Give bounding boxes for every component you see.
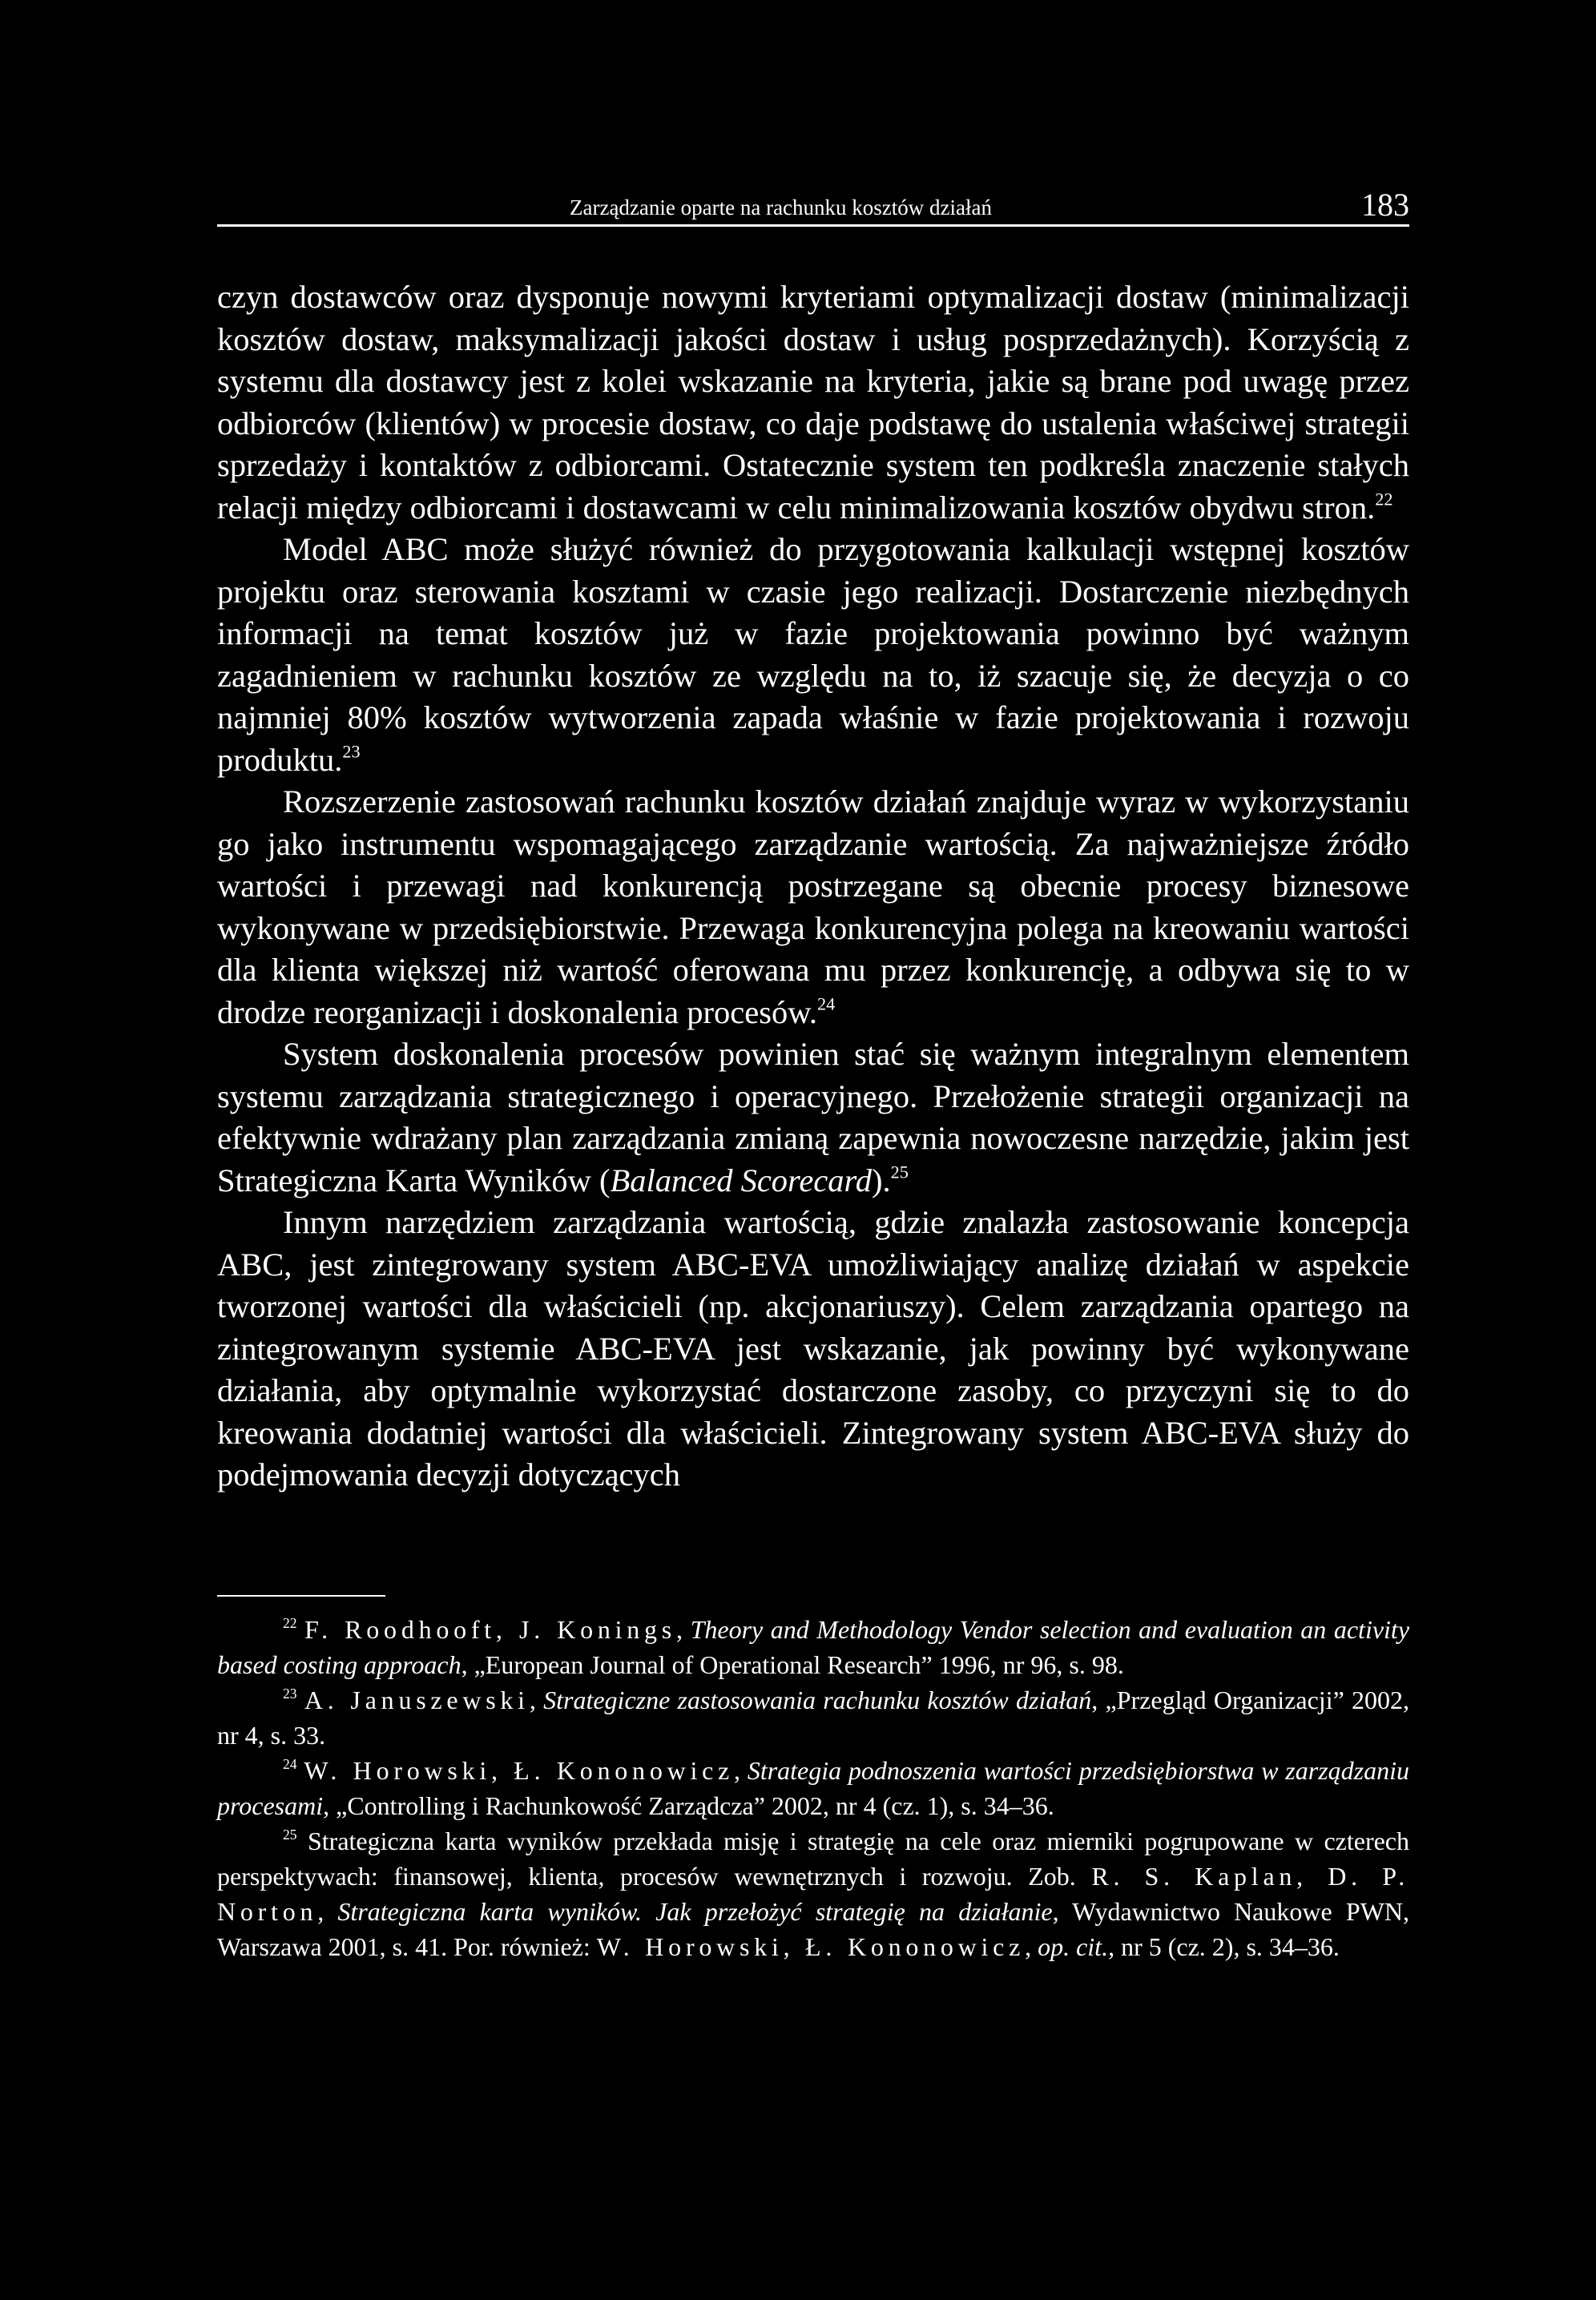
- running-title: Zarządzanie oparte na rachunku kosztów działań: [570, 195, 992, 220]
- footnote-source: , „European Journal of Operational Research” 1996, nr 96, s. 98.: [461, 1650, 1124, 1679]
- footnote-source: , nr 5 (cz. 2), s. 34–36.: [1108, 1932, 1340, 1961]
- header-rule: [217, 224, 1409, 227]
- footnote-title: op. cit.: [1038, 1932, 1109, 1961]
- paragraph-4-end: ).: [872, 1162, 891, 1198]
- footnote-text: , Wydawnictwo Naukowe PWN, Warszawa 2001, s. 41. Por. również:: [217, 1897, 1410, 1961]
- paragraph-5: [217, 1202, 1409, 1496]
- footnote-title: Strategiczna karta wyników. Jak przełożyć strategię na działanie: [337, 1897, 1053, 1926]
- paragraph-2: [217, 529, 1409, 781]
- footnote-ref-23[interactable]: 23: [342, 740, 361, 761]
- footnote-number: 23: [283, 1685, 297, 1702]
- footnote-author: A. Januszewski: [304, 1686, 530, 1714]
- footnote-ref-24[interactable]: 24: [816, 993, 836, 1013]
- footnote-author: F. Roodhooft, J. Konings: [304, 1615, 677, 1644]
- footnote-title: Strategia podnoszenia wartości przedsiębiorstwa w zarządzaniu procesami: [217, 1756, 1410, 1820]
- footnote-author: W. Horowski, Ł. Kononowicz: [304, 1756, 735, 1785]
- footnote-separator: ,: [676, 1615, 691, 1644]
- paragraph-3-text: Rozszerzenie zastosowań rachunku kosztów działań znajduje wyraz w wykorzystaniu go jako instrumentu wspomagającego zarządzanie wartością. Za najważniejsze źródło wartości i przewagi nad konkurencją postrzegane są obecnie procesy biznesowe wykonywane w przedsiębiorstwie. Przewaga konkurencyjna polega na kreowaniu wartości dla klienta większej niż wartość oferowana mu przez konkurencję, a odbywa się to w drodze reorganizacji i doskonalenia procesów.: [217, 783, 1409, 1030]
- footnote-ref-22[interactable]: 22: [1375, 488, 1393, 509]
- footnote-title: Theory and Methodology Vendor selection and evaluation an activity based costing approach: [217, 1615, 1410, 1679]
- footnotes: [217, 1612, 1409, 1964]
- footnote-rule: [217, 1595, 385, 1597]
- body-text: [217, 276, 1409, 1496]
- footnote-number: 25: [283, 1826, 297, 1843]
- paragraph-2-text: Model ABC może służyć również do przygotowania kalkulacji wstępnej kosztów projektu oraz sterowania kosztami w czasie jego realizacji. Dostarczenie niezbędnych informacji na temat kosztów już w fazie projektowania powinno być ważnym zagadnieniem w rachunku kosztów ze względu na to, iż szacuje się, że decyzja o co najmniej 80% kosztów wytworzenia zapada właśnie w fazie projektowania i rozwoju produktu.: [217, 531, 1409, 778]
- paragraph-1: [217, 276, 1409, 529]
- footnote-title: Strategiczne zastosowania rachunku kosztów działań: [543, 1686, 1092, 1714]
- footnote-ref-25[interactable]: 25: [890, 1161, 909, 1182]
- footnote-number: 22: [283, 1614, 297, 1631]
- footnote-source: , „Controlling i Rachunkowość Zarządcza” 2002, nr 4 (cz. 1), s. 34–36.: [323, 1791, 1054, 1820]
- paragraph-5-text: Innym narzędziem zarządzania wartością, gdzie znalazła zastosowanie koncepcja ABC, jest zintegrowany system ABC-EVA umożliwiający analizę działań w aspekcie tworzonej wartości dla właścicieli (np. akcjonariuszy). Celem zarządzania opartego na zintegrowanym systemie ABC-EVA jest wskazanie, jak powinny być wykonywane działania, aby optymalnie wykorzystać dostarczone zasoby, co przyczyni się to do kreowania dodatniej wartości dla właścicieli. Zintegrowany system ABC-EVA służy do podejmowania decyzji dotyczących: [217, 1204, 1409, 1492]
- paragraph-3: [217, 781, 1409, 1033]
- document-page: [217, 0, 1409, 2300]
- paragraph-4: [217, 1033, 1409, 1202]
- footnote-22: [217, 1612, 1409, 1682]
- footnote-number: 24: [283, 1755, 297, 1772]
- footnote-author: W. Horowski, Ł. Kononowicz: [596, 1932, 1026, 1961]
- footnote-source: , „Przegląd Organizacji” 2002, nr 4, s. 33.: [217, 1686, 1410, 1750]
- page-number: 183: [1361, 187, 1409, 223]
- footnote-author: R. S. Kaplan, D. P. Norton: [217, 1862, 1409, 1926]
- footnote-separator: ,: [317, 1897, 338, 1926]
- footnote-25: [217, 1823, 1409, 1964]
- paragraph-1-text: czyn dostawców oraz dysponuje nowymi kryteriami optymalizacji dostaw (minimalizacji kosztów dostaw, maksymalizacji jakości dostaw i usług posprzedażnych). Korzyścią z systemu dla dostawcy jest z kolei wskazanie na kryteria, jakie są brane pod uwagę przez odbiorców (klientów) w procesie dostaw, co daje podstawę do ustalenia właściwej strategii sprzedaży i kontaktów z odbiorcami. Ostatecznie system ten podkreśla znaczenie stałych relacji między odbiorcami i dostawcami w celu minimalizowania kosztów obydwu stron.: [217, 279, 1409, 526]
- paragraph-4-text: System doskonalenia procesów powinien stać się ważnym integralnym elementem systemu zarządzania strategicznego i operacyjnego. Przełożenie strategii organizacji na efektywnie wdrażany plan zarządzania zmianą zapewnia nowoczesne narzędzie, jakim jest Strategiczna Karta Wyników (: [217, 1036, 1409, 1198]
- footnote-23: [217, 1682, 1409, 1753]
- footnote-separator: ,: [1025, 1932, 1038, 1961]
- footnote-24: [217, 1753, 1409, 1823]
- footnote-text: Strategiczna karta wyników przekłada misję i strategię na cele oraz mierniki pogrupowane w czterech perspektywach: finansowej, klienta, procesów wewnętrznych i rozwoju. Zob.: [217, 1827, 1410, 1891]
- footnote-separator: ,: [734, 1756, 748, 1785]
- footnote-separator: ,: [529, 1686, 544, 1714]
- paragraph-4-italic: Balanced Scorecard: [610, 1162, 873, 1198]
- running-head: [217, 186, 1409, 223]
